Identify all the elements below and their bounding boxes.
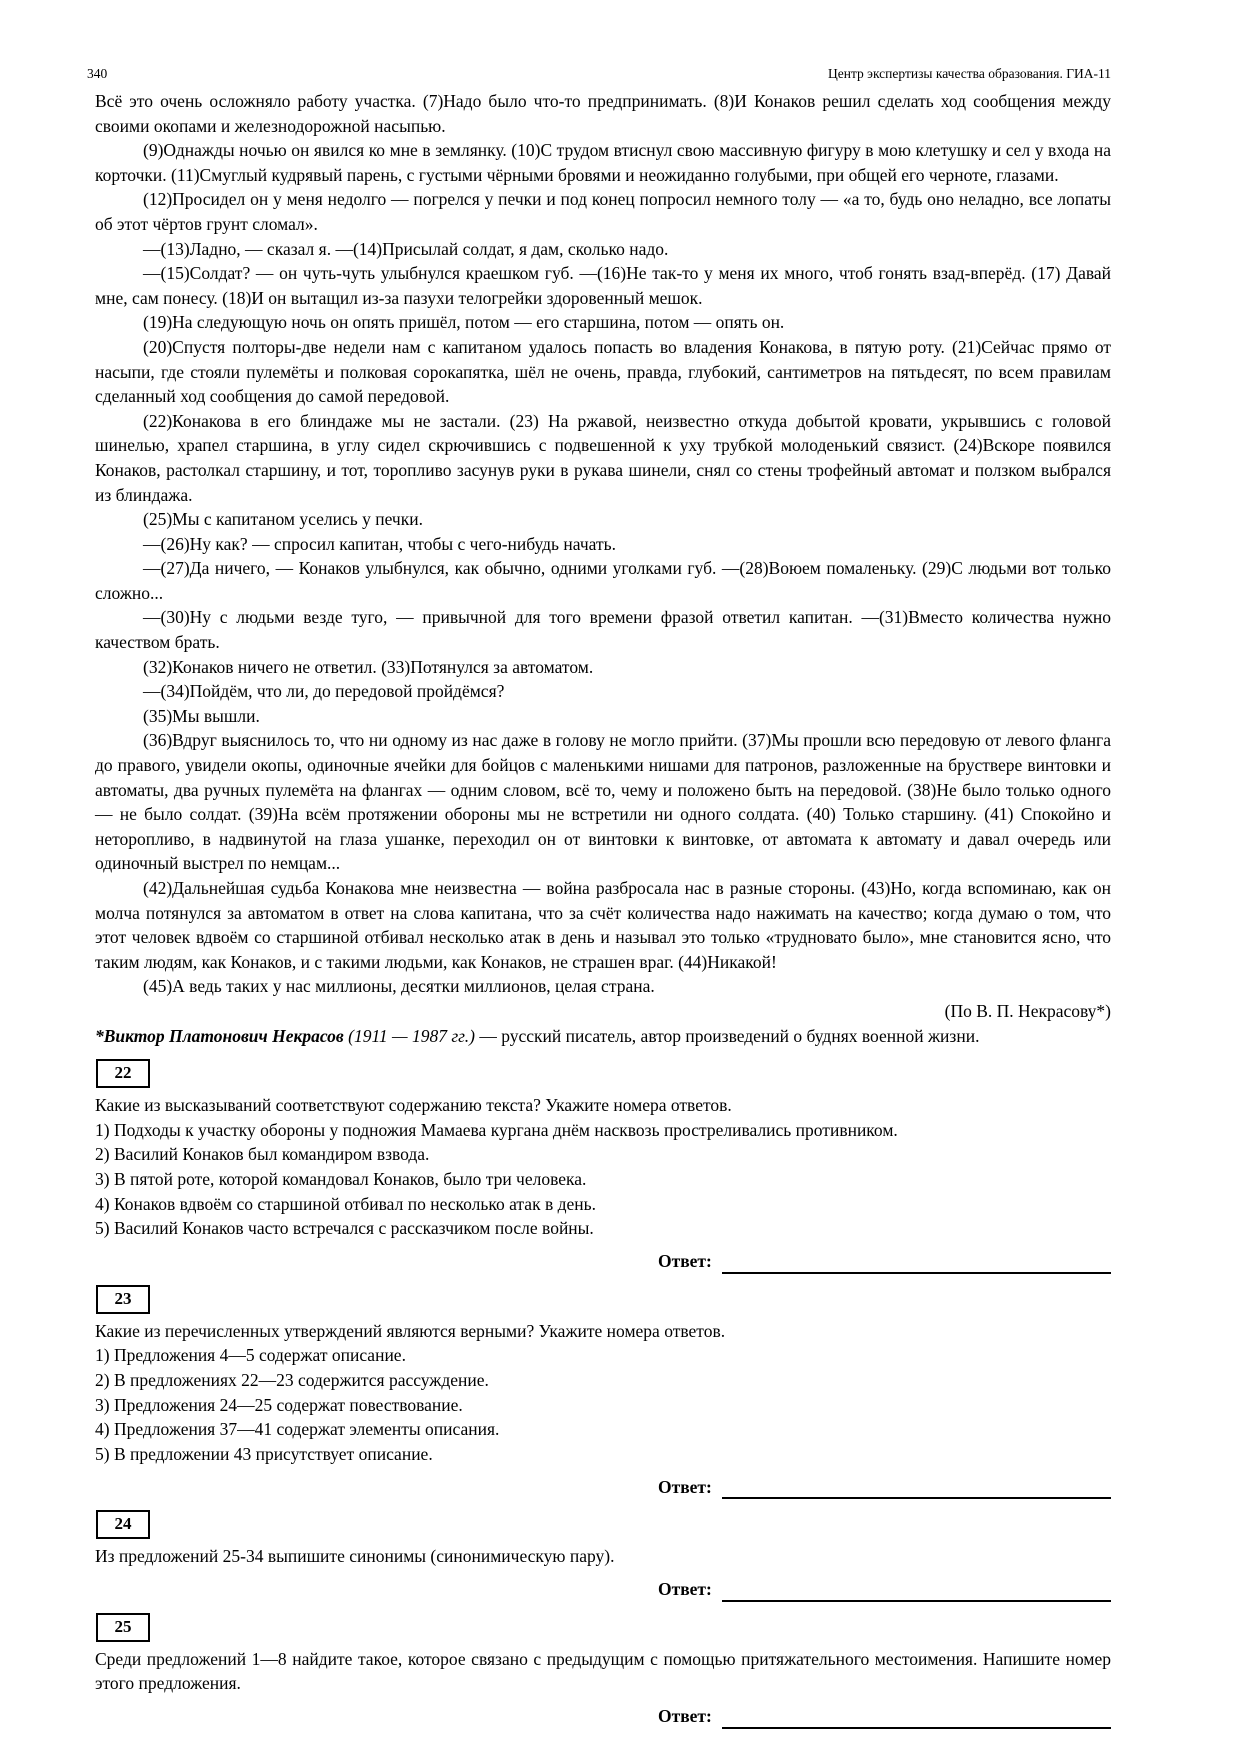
passage-paragraph: Всё это очень осложняло работу участка. (7)Надо было что-то предпринимать. (8)И Конаков решил сделать ход сообщения между своими окопами и железнодорожной насыпью. (95, 91, 1111, 136)
passage-paragraph: (25)Мы с капитаном уселись у печки. (143, 509, 423, 530)
question-number-box-24: 24 (96, 1510, 150, 1539)
reading-passage (95, 89, 1111, 999)
passage-paragraph: (20)Спустя полторы-две недели нам с капитаном удалось попасть во владения Конакова, в пятую роту. (21)Сейчас прямо от насыпи, где стояли пулемёты и полковая сорокапятка, шёл не очень, правда, глубокий, сантиметров на пятьдесят, по всем правилам сделанный ход сообщения до самой передовой. (95, 336, 1111, 407)
passage-paragraph: (12)Просидел он у меня недолго — погрелся у печки и под конец попросил немного толу — «а то, будь оно неладно, все лопаты об этот чёртов грунт сломал». (95, 189, 1111, 234)
answer-label: Ответ: (658, 1251, 712, 1272)
page-number: 340 (87, 66, 108, 81)
page-body (95, 89, 1111, 1729)
answer-blank-line (722, 1580, 1111, 1602)
answer-label: Ответ: (658, 1706, 712, 1727)
footnote-author-name: *Виктор Платонович Некрасов (95, 1025, 344, 1046)
question-option: 2) Василий Конаков был командиром взвода. (95, 1144, 430, 1165)
page-header (87, 66, 1111, 82)
passage-paragraph: (45)А ведь таких у нас миллионы, десятки миллионов, целая страна. (143, 976, 655, 997)
answer-label: Ответ: (658, 1476, 712, 1497)
question-block (95, 1510, 1111, 1602)
footnote-author-dates: (1911 — 1987 гг.) (343, 1025, 475, 1046)
question-option: 4) Предложения 37—41 содержат элементы описания. (95, 1419, 500, 1440)
question-number-box-25: 25 (96, 1613, 150, 1642)
question-prompt: Какие из перечисленных утверждений являются верными? Укажите номера ответов. (95, 1320, 726, 1341)
passage-paragraph: (36)Вдруг выяснилось то, что ни одному из нас даже в голову не могло прийти. (37)Мы прошли всю передовую от левого фланга до правого, увидели окопы, одиночные ячейки для бойцов с маленькими нишами для патронов, разложенные на бруствере винтовки и автоматы, два ручных пулемёта на флангах — одним словом, всё то, чему и положено быть на передовой. (38)Не было только одного — не было солдат. (39)На всём протяжении обороны мы не встретили ни одного солдата. (40) Только старшину. (41) Спокойно и неторопливо, в надвинутой на глаза ушанке, переходил он от винтовки к винтовке, от автомата к автомату и давал очередь или одиночный выстрел по немцам... (95, 730, 1111, 874)
answer-row (658, 1576, 1111, 1602)
question-option: 5) Василий Конаков часто встречался с рассказчиком после войны. (95, 1218, 594, 1239)
answer-blank-line (722, 1707, 1111, 1729)
question-option: 3) В пятой роте, которой командовал Конаков, было три человека. (95, 1168, 587, 1189)
passage-paragraph: —(34)Пойдём, что ли, до передовой пройдёмся? (143, 681, 505, 702)
author-footnote (95, 1024, 1111, 1049)
passage-paragraph: —(15)Солдат? — он чуть-чуть улыбнулся краешком губ. —(16)Не так-то у меня их много, чтоб гонять взад-вперёд. (17) Давай мне, сам понесу. (18)И он вытащил из-за пазухи телогрейки здоровенный мешок. (95, 263, 1111, 308)
passage-paragraph: (9)Однажды ночью он явился ко мне в землянку. (10)С трудом втиснул свою массивную фигуру в мою клетушку и сел у входа на корточки. (11)Смуглый кудрявый парень, с густыми чёрными бровями и неожиданно голубыми, при общей его черноте, глазами. (95, 140, 1111, 185)
passage-paragraph: —(26)Ну как? — спросил капитан, чтобы с чего-нибудь начать. (143, 533, 616, 554)
passage-attribution: (По В. П. Некрасову*) (944, 1000, 1111, 1021)
passage-paragraph: (42)Дальнейшая судьба Конакова мне неизвестна — война разбросала нас в разные стороны. (43)Но, когда вспоминаю, как он молча потянулся за автоматом в ответ на слова капитана, что за счёт количества надо нажимать на качество; когда думаю о том, что этот человек вдвоём со старшиной отбивал несколько атак в день и называл это только «трудновато было», мне становится ясно, что таким людям, как Конаков, и с такими людьми, как Конаков, не страшен враг. (44)Никакой! (95, 878, 1111, 972)
question-prompt: Среди предложений 1—8 найдите такое, которое связано с предыдущим с помощью притяжательного местоимения. Напишите номер этого предложения. (95, 1648, 1111, 1694)
answer-row (658, 1473, 1111, 1499)
footnote-author-description: — русский писатель, автор произведений о буднях военной жизни. (474, 1025, 980, 1046)
question-option: 1) Предложения 4—5 содержат описание. (95, 1345, 406, 1366)
questions-section (95, 1059, 1111, 1729)
answer-row (658, 1703, 1111, 1729)
question-option: 2) В предложениях 22—23 содержится рассуждение. (95, 1369, 489, 1390)
answer-blank-line (722, 1477, 1111, 1499)
passage-paragraph: (32)Конаков ничего не ответил. (33)Потянулся за автоматом. (143, 656, 594, 677)
passage-paragraph: (19)На следующую ночь он опять пришёл, потом — его старшина, потом — опять он. (143, 312, 785, 333)
answer-blank-line (722, 1252, 1111, 1274)
question-number-box-22: 22 (96, 1059, 150, 1088)
question-option: 3) Предложения 24—25 содержат повествование. (95, 1394, 463, 1415)
question-options (95, 1343, 1111, 1466)
passage-paragraph: —(30)Ну с людьми везде туго, — привычной для того времени фразой ответил капитан. —(31)Вместо количества нужно качеством брать. (95, 607, 1111, 653)
question-number-box-23: 23 (96, 1285, 150, 1314)
question-option: 1) Подходы к участку обороны у подножия Мамаева кургана днём насквозь простреливались противником. (95, 1119, 898, 1140)
header-source-label: Центр экспертизы качества образования. ГИА-11 (828, 66, 1111, 81)
question-block (95, 1613, 1111, 1729)
question-option: 5) В предложении 43 присутствует описание. (95, 1443, 433, 1464)
question-prompt: Из предложений 25-34 выпишите синонимы (синонимическую пару). (95, 1546, 615, 1567)
passage-paragraph: —(27)Да ничего, — Конаков улыбнулся, как обычно, одними уголками губ. —(28)Воюем помаленьку. (29)С людьми вот только сложно... (95, 558, 1111, 603)
question-options (95, 1118, 1111, 1241)
passage-paragraph: (35)Мы вышли. (143, 705, 260, 726)
passage-paragraph: (22)Конакова в его блиндаже мы не застали. (23) На ржавой, неизвестно откуда добытой кровати, укрывшись с головой шинелью, храпел старшина, в углу сидел скрючившись с подвешенной к уху трубкой молоденький связист. (24)Вскоре появился Конаков, растолкал старшину, и тот, торопливо засунув руки в рукава шинели, снял со стены трофейный автомат и ползком выбрался из блиндажа. (95, 410, 1111, 505)
passage-paragraph: —(13)Ладно, — сказал я. —(14)Присылай солдат, я дам, сколько надо. (143, 238, 669, 259)
question-block (95, 1059, 1111, 1274)
answer-label: Ответ: (658, 1579, 712, 1600)
question-block (95, 1285, 1111, 1500)
question-option: 4) Конаков вдвоём со старшиной отбивал по несколько атак в день. (95, 1193, 596, 1214)
answer-row (658, 1248, 1111, 1274)
question-prompt: Какие из высказываний соответствуют содержанию текста? Укажите номера ответов. (95, 1095, 732, 1116)
